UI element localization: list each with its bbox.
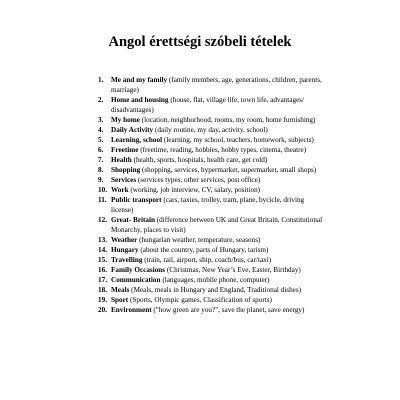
topic-details: (health, sports, hospitals, health care, get cold): [133, 156, 268, 164]
topic-title: Home and housing: [111, 96, 169, 104]
topic-title: My home: [111, 116, 140, 124]
topic-details: (hungarian weather, temperature, seasons): [139, 236, 261, 244]
topic-details: (about the country, parts of Hungary, tarism): [140, 246, 269, 254]
topic-title: Me and my family: [111, 76, 168, 84]
list-item: [98, 185, 328, 195]
topic-title: Weather: [111, 236, 138, 244]
topic-text: [111, 305, 328, 315]
list-item: [98, 275, 328, 285]
list-item: [98, 95, 328, 115]
topic-text: [111, 135, 328, 145]
topic-text: [111, 175, 328, 185]
topic-list: [98, 75, 328, 315]
topic-number: 11.: [98, 196, 107, 204]
topic-details: (learning, my school, teachers, homework, subjects): [163, 136, 314, 144]
topic-text: [111, 275, 328, 285]
topic-details: (languages, mobile phone, computer): [162, 276, 270, 284]
list-item: [98, 175, 328, 185]
topic-title: Daily Activity: [111, 126, 154, 134]
topic-details: ("how green are you?", save the planet, save energy): [153, 306, 305, 314]
topic-number: 18.: [98, 286, 107, 294]
list-item: [98, 305, 328, 315]
topic-number: 8.: [98, 166, 104, 174]
topic-number: 14.: [98, 246, 107, 254]
topic-number: 13.: [98, 236, 107, 244]
list-item: [98, 245, 328, 255]
list-item: [98, 255, 328, 265]
topic-title: Hungary: [111, 246, 139, 254]
topic-details: (Sports, Olympic games, Classification of sports): [129, 296, 272, 304]
topic-number: 20.: [98, 306, 107, 314]
topic-details: (Meals, meals in Hungary and England, Traditional dishes): [131, 286, 302, 294]
topic-number: 9.: [98, 176, 104, 184]
topic-details: (working, job interview, CV, salary, position): [130, 186, 261, 194]
topic-title: Public transport: [111, 196, 162, 204]
topic-title: Freetime: [111, 146, 139, 154]
list-item: [98, 215, 328, 235]
topic-text: [111, 195, 328, 215]
topic-text: [111, 165, 328, 175]
topic-number: 12.: [98, 216, 107, 224]
topic-details: (Christmas, New Year’s Eve, Easter, Birthday): [166, 266, 301, 274]
topic-title: Travelling: [111, 256, 143, 264]
topic-details: (services types, other services, post office): [137, 176, 261, 184]
list-item: [98, 125, 328, 135]
topic-text: [111, 185, 328, 195]
topic-title: Learning, school: [111, 136, 163, 144]
topic-title: Health: [111, 156, 132, 164]
topic-text: [111, 295, 328, 305]
topic-details: (daily routine, my day, activity, school): [154, 126, 268, 134]
topic-details: (house, flat, village life, town life, advantages/ disadvantages): [111, 96, 305, 114]
topic-details: (train, rail, airport, ship, coach/bus, car/taxi): [144, 256, 272, 264]
topic-title: Services: [111, 176, 137, 184]
topic-number: 2.: [98, 96, 104, 104]
topic-number: 16.: [98, 266, 107, 274]
topic-number: 1.: [98, 76, 104, 84]
topic-text: [111, 235, 328, 245]
topic-number: 17.: [98, 276, 107, 284]
list-item: [98, 285, 328, 295]
topic-title: Environment: [111, 306, 152, 314]
document-title: Angol érettségi szóbeli tételek: [108, 34, 292, 50]
list-item: [98, 235, 328, 245]
topic-title: Sport: [111, 296, 129, 304]
list-item: [98, 265, 328, 275]
topic-number: 10.: [98, 186, 107, 194]
topic-details: (freetime, reading, hobbies, hobby types, cinema, theatre): [140, 146, 307, 154]
topic-details: (cars, taxies, trolley, tram, plane, bycicle, driving license): [111, 196, 305, 214]
topic-number: 19.: [98, 296, 107, 304]
topic-details: (shopping, services, hypermarket, supermarket, small shops): [141, 166, 317, 174]
topic-text: [111, 95, 328, 115]
topic-number: 4.: [98, 126, 104, 134]
topic-number: 6.: [98, 146, 104, 154]
topic-number: 7.: [98, 156, 104, 164]
list-item: [98, 115, 328, 125]
topic-text: [111, 125, 328, 135]
topic-text: [111, 215, 328, 235]
list-item: [98, 145, 328, 155]
topic-details: (difference between UK and Great Britain, Constitutional Monarchy, places to visit): [111, 216, 323, 234]
topic-title: Family Occasions: [111, 266, 166, 274]
topic-text: [111, 145, 328, 155]
topic-text: [111, 245, 328, 255]
list-item: [98, 135, 328, 145]
topic-text: [111, 285, 328, 295]
list-item: [98, 75, 328, 95]
topic-text: [111, 255, 328, 265]
topic-title: Work: [111, 186, 129, 194]
list-item: [98, 195, 328, 215]
list-item: [98, 295, 328, 305]
topic-title: Great- Britain: [111, 216, 155, 224]
topic-text: [111, 115, 328, 125]
topic-title: Meals: [111, 286, 130, 294]
topic-details: (location, neighborhood, rooms, my room, home furnishing): [141, 116, 316, 124]
topic-number: 15.: [98, 256, 107, 264]
topic-text: [111, 75, 328, 95]
topic-number: 3.: [98, 116, 104, 124]
topic-text: [111, 265, 328, 275]
topic-number: 5.: [98, 136, 104, 144]
topic-text: [111, 155, 328, 165]
list-item: [98, 155, 328, 165]
topic-title: Communication: [111, 276, 161, 284]
list-item: [98, 165, 328, 175]
topic-title: Shopping: [111, 166, 141, 174]
topic-details: (family members, age, generations, children, parents, marriage): [111, 76, 322, 94]
